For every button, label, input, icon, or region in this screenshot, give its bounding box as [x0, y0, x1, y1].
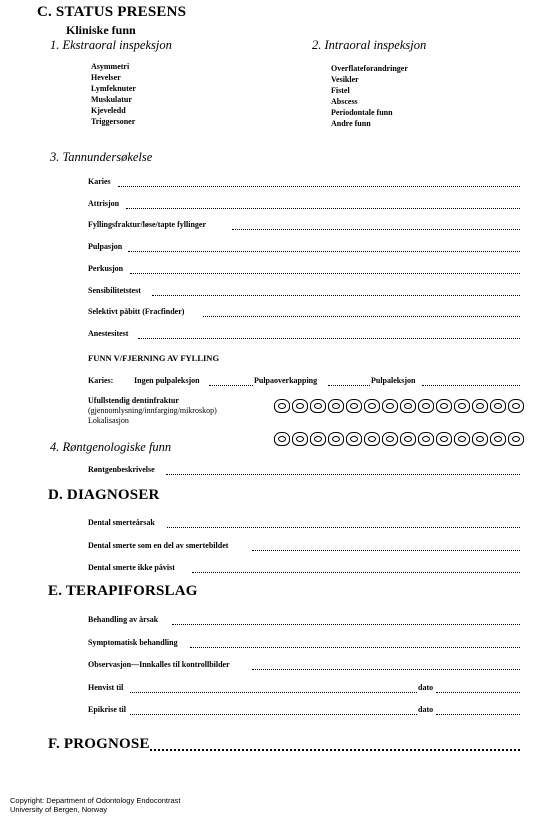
- section-f-title: F. PROGNOSE: [48, 736, 150, 752]
- list-item: Fistel: [331, 86, 350, 95]
- list-item: Lymfeknuter: [91, 84, 136, 93]
- henvist-dato-label: dato: [418, 683, 434, 692]
- terapi-2-label: Symptomatisk behandling: [88, 638, 178, 647]
- tooth-icon[interactable]: [310, 432, 326, 446]
- rontgen-label: Røntgenbeskrivelse: [88, 465, 155, 474]
- section-e-title: E. TERAPIFORSLAG: [48, 583, 198, 599]
- field-attrisjon-line[interactable]: [126, 208, 520, 209]
- tooth-icon[interactable]: [418, 432, 434, 446]
- field-selektivt-line[interactable]: [203, 316, 520, 317]
- funn-overkapping-label: Pulpaoverkapping: [254, 376, 318, 385]
- tooth-icon[interactable]: [346, 432, 362, 446]
- footer-line-2: University of Bergen, Norway: [10, 805, 108, 814]
- field-sensibilitetstest-label: Sensibilitetstest: [88, 286, 141, 295]
- funn-pulpaleksjon-label: Pulpaleksjon: [371, 376, 416, 385]
- intraoral-list: [331, 63, 408, 129]
- footer: [10, 796, 181, 814]
- tooth-row-lower: [274, 432, 526, 446]
- epikrise-dato-line[interactable]: [436, 714, 520, 715]
- section-c-subtitle: Kliniske funn: [66, 23, 136, 37]
- diag-1-line[interactable]: [167, 527, 520, 528]
- field-sensibilitetstest-line[interactable]: [152, 295, 520, 296]
- tooth-icon[interactable]: [328, 432, 344, 446]
- tooth-icon[interactable]: [490, 399, 506, 413]
- tooth-icon[interactable]: [292, 432, 308, 446]
- tooth-icon[interactable]: [292, 399, 308, 413]
- tooth-icon[interactable]: [508, 432, 524, 446]
- field-karies-label: Karies: [88, 177, 111, 186]
- tooth-icon[interactable]: [490, 432, 506, 446]
- diag-3-label: Dental smerte ikke påvist: [88, 563, 175, 572]
- diag-2-label: Dental smerte som en del av smertebildet: [88, 541, 229, 550]
- funn-karies-label: Karies:: [88, 376, 114, 385]
- field-perkusjon-line[interactable]: [130, 273, 520, 274]
- terapi-1-line[interactable]: [172, 624, 520, 625]
- terapi-3-line[interactable]: [252, 669, 520, 670]
- tannundersokelse-heading: 3. Tannundersøkelse: [50, 150, 153, 164]
- extraoral-list: [91, 61, 136, 127]
- rontgen-line[interactable]: [166, 474, 520, 475]
- funn-overkapping-line[interactable]: [328, 385, 370, 386]
- tooth-icon[interactable]: [400, 399, 416, 413]
- field-anestesitest-label: Anestesitest: [88, 329, 129, 338]
- field-perkusjon-label: Perkusjon: [88, 264, 124, 273]
- funn-ingen-line[interactable]: [209, 385, 253, 386]
- tooth-icon[interactable]: [454, 399, 470, 413]
- field-fyllingsfraktur-line[interactable]: [232, 229, 520, 230]
- tooth-icon[interactable]: [346, 399, 362, 413]
- prognose-line[interactable]: [150, 749, 520, 751]
- epikrise-label: Epikrise til: [88, 705, 127, 714]
- funn-heading: FUNN V/FJERNING AV FYLLING: [88, 353, 220, 363]
- epikrise-line[interactable]: [130, 714, 417, 715]
- fraktur-label: Ufullstendig dentinfraktur: [88, 396, 179, 405]
- tooth-icon[interactable]: [436, 399, 452, 413]
- henvist-line[interactable]: [130, 692, 417, 693]
- tooth-row-upper: [274, 399, 526, 413]
- field-pulpasjon-line[interactable]: [128, 251, 520, 252]
- terapi-2-line[interactable]: [190, 647, 520, 648]
- list-item: Andre funn: [331, 119, 371, 128]
- terapi-1-label: Behandling av årsak: [88, 615, 159, 624]
- tooth-icon[interactable]: [472, 432, 488, 446]
- intraoral-heading: 2. Intraoral inspeksjon: [312, 38, 427, 52]
- lokalisasjon-label: Lokalisasjon: [88, 416, 129, 425]
- list-item: Hevelser: [91, 73, 121, 82]
- field-karies-line[interactable]: [118, 186, 520, 187]
- tooth-icon[interactable]: [328, 399, 344, 413]
- section-d-title: D. DIAGNOSER: [48, 487, 160, 503]
- list-item: Abscess: [331, 97, 358, 106]
- tooth-icon[interactable]: [400, 432, 416, 446]
- tooth-icon[interactable]: [472, 399, 488, 413]
- rontgen-heading: 4. Røntgenologiske funn: [50, 440, 172, 454]
- tooth-icon[interactable]: [274, 432, 290, 446]
- tooth-icon[interactable]: [310, 399, 326, 413]
- field-attrisjon-label: Attrisjon: [88, 199, 120, 208]
- epikrise-dato-label: dato: [418, 705, 434, 714]
- tooth-icon[interactable]: [508, 399, 524, 413]
- list-item: Periodontale funn: [331, 108, 393, 117]
- tooth-icon[interactable]: [418, 399, 434, 413]
- tooth-icon[interactable]: [454, 432, 470, 446]
- list-item: Kjeveledd: [91, 106, 126, 115]
- list-item: Triggersoner: [91, 117, 136, 126]
- tooth-icon[interactable]: [364, 432, 380, 446]
- diag-1-label: Dental smerteårsak: [88, 518, 155, 527]
- field-selektivt-label: Selektivt påbitt (Fracfinder): [88, 307, 185, 316]
- tooth-icon[interactable]: [364, 399, 380, 413]
- extraoral-heading: 1. Ekstraoral inspeksjon: [50, 38, 172, 52]
- tooth-icon[interactable]: [274, 399, 290, 413]
- tooth-icon[interactable]: [382, 432, 398, 446]
- tooth-icon[interactable]: [436, 432, 452, 446]
- fraktur-detail: (gjennomlysning/innfarging/mikroskop): [88, 406, 217, 415]
- footer-line-1: Copyright: Department of Odontology Endocontrast: [10, 796, 181, 805]
- tooth-icon[interactable]: [382, 399, 398, 413]
- henvist-label: Henvist til: [88, 683, 124, 692]
- field-anestesitest-line[interactable]: [138, 338, 520, 339]
- henvist-dato-line[interactable]: [436, 692, 520, 693]
- diag-2-line[interactable]: [252, 550, 520, 551]
- list-item: Muskulatur: [91, 95, 132, 104]
- diag-3-line[interactable]: [192, 572, 520, 573]
- field-fyllingsfraktur-label: Fyllingsfraktur/løse/tapte fyllinger: [88, 220, 206, 229]
- section-c-title: C. STATUS PRESENS: [37, 4, 187, 20]
- list-item: Overflateforandringer: [331, 64, 408, 73]
- field-pulpasjon-label: Pulpasjon: [88, 242, 123, 251]
- funn-pulpaleksjon-line[interactable]: [422, 385, 520, 386]
- terapi-3-label: Observasjon—Innkalles til kontrollbilder: [88, 660, 230, 669]
- list-item: Vesikler: [331, 75, 359, 84]
- list-item: Asymmetri: [91, 62, 130, 71]
- funn-ingen-label: Ingen pulpaleksjon: [134, 376, 200, 385]
